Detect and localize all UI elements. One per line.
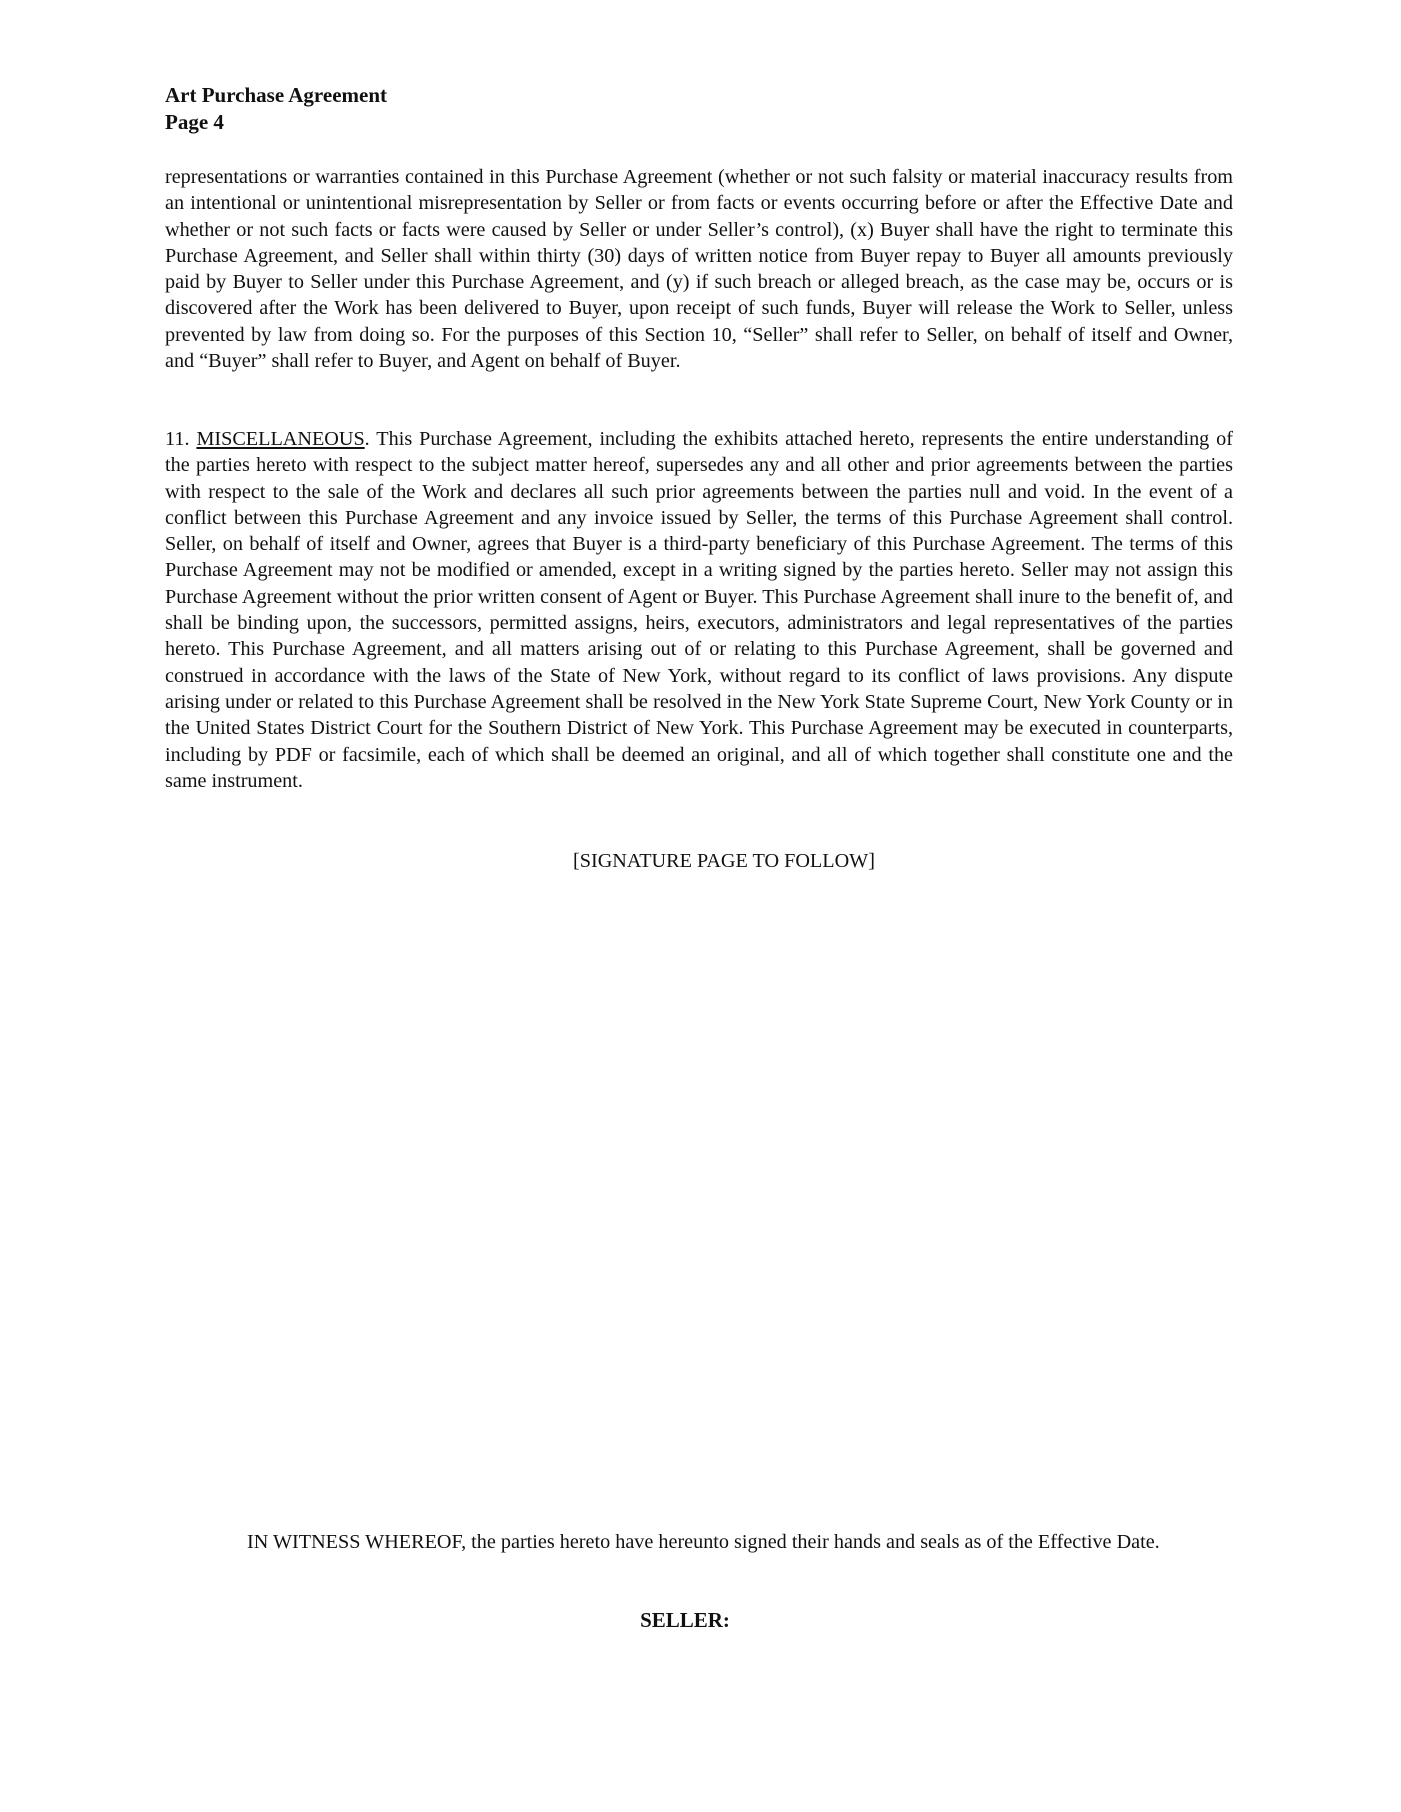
section-10-continued-paragraph: [165, 164, 1233, 374]
page-number: Page 4: [165, 110, 224, 134]
witness-paragraph: IN WITNESS WHEREOF, the parties hereto have hereunto signed their hands and seals as of the Effective Date.: [247, 1531, 1160, 1553]
section-text: . This Purchase Agreement, including the exhibits attached hereto, represents the entire understanding of the parties hereto with respect to the subject matter hereof, supersedes any and all other and prior agreements between the parties with respect to the sale of the Work and declares all such prior agreements between the parties null and void. In the event of a conflict between this Purchase Agreement and any invoice issued by Seller, the terms of this Purchase Agreement shall control. Seller, on behalf of itself and Owner, agrees that Buyer is a third-party beneficiary of this Purchase Agreement. The terms of this Purchase Agreement may not be modified or amended, except in a writing signed by the parties hereto. Seller may not assign this Purchase Agreement without the prior written consent of Agent or Buyer. This Purchase Agreement shall inure to the benefit of, and shall be binding upon, the successors, permitted assigns, heirs, executors, administrators and legal representatives of the parties hereto. This Purchase Agreement, and all matters arising out of or relating to this Purchase Agreement, shall be governed and construed in accordance with the laws of the State of New York, without regard to its conflict of laws provisions. Any dispute arising under or related to this Purchase Agreement shall be resolved in the New York State Supreme Court, New York County or in the United States District Court for the Southern District of New York. This Purchase Agreement may be executed in counterparts, including by PDF or facsimile, each of which shall be deemed an original, and all of which together shall constitute one and the same instrument.: [165, 428, 1234, 792]
section-heading: MISCELLANEOUS: [196, 428, 365, 450]
section-number: 11.: [165, 428, 190, 450]
section-11-paragraph: [165, 426, 1233, 794]
document-title: Art Purchase Agreement: [165, 83, 387, 107]
signature-page-note: [SIGNATURE PAGE TO FOLLOW]: [573, 850, 875, 872]
paragraph-text: representations or warranties contained in this Purchase Agreement (whether or not such falsity or material inaccuracy results from an intentional or unintentional misrepresentation by Seller or from facts or events occurring before or after the Effective Date and whether or not such facts or facts were caused by Seller or under Seller’s control), (x) Buyer shall have the right to terminate this Purchase Agreement, and Seller shall within thirty (30) days of written notice from Buyer repay to Buyer all amounts previously paid by Buyer to Seller under this Purchase Agreement, and (y) if such breach or alleged breach, as the case may be, occurs or is discovered after the Work has been delivered to Buyer, upon receipt of such funds, Buyer will release the Work to Seller, unless prevented by law from doing so. For the purposes of this Section 10, “Seller” shall refer to Seller, on behalf of itself and Owner, and “Buyer” shall refer to Buyer, and Agent on behalf of Buyer.: [165, 166, 1233, 373]
page-header: [165, 82, 387, 136]
seller-label: SELLER:: [640, 1608, 730, 1632]
